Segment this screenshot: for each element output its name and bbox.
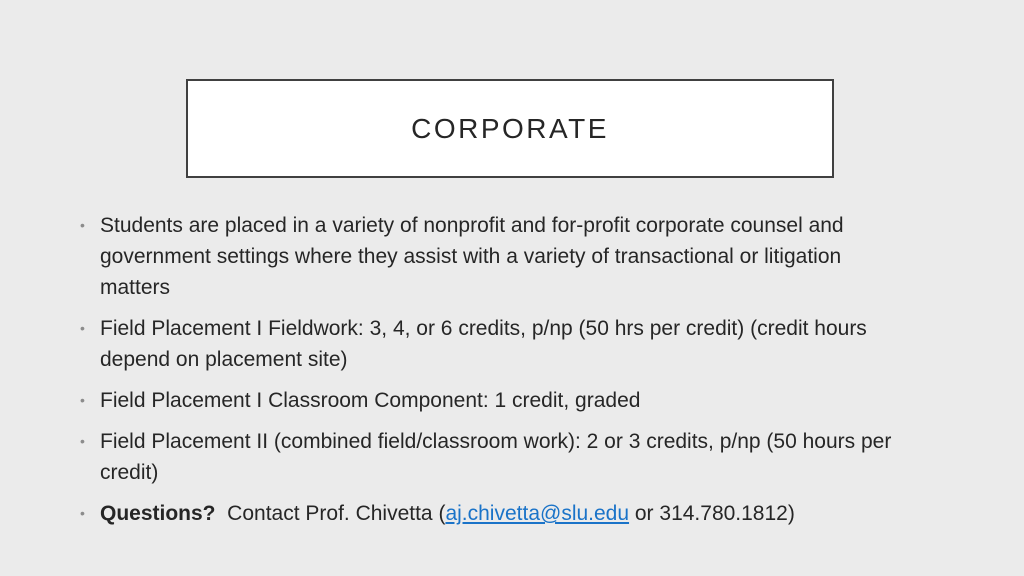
email-link[interactable]: aj.chivetta@slu.edu [445,502,630,525]
bullet-icon: • [80,320,85,336]
bullet-icon: • [80,392,85,408]
bullet-item-fieldwork [76,313,916,375]
bullet-item-classroom [76,385,916,416]
bullet-icon: • [80,505,85,521]
bullet-text: Field Placement II (combined field/classroom work): 2 or 3 credits, p/np (50 hours per credit) [100,430,892,484]
bullet-icon: • [80,433,85,449]
bullet-text: Field Placement I Fieldwork: 3, 4, or 6 credits, p/np (50 hrs per credit) (credit hours depend on placement site) [100,317,867,371]
bullet-text: Field Placement I Classroom Component: 1 credit, graded [100,389,641,412]
bullet-item-placement-ii [76,426,916,488]
contact-text: Contact Prof. Chivetta ( [215,502,446,525]
bullet-item-placement [76,210,916,303]
bullet-list [76,210,916,539]
bullet-text: Students are placed in a variety of nonprofit and for-profit corporate counsel and government settings where they assist with a variety of transactional or litigation matters [100,214,844,299]
bullet-item-questions [76,498,916,529]
bullet-icon: • [80,217,85,233]
questions-label: Questions? [100,502,216,525]
phone-text: or 314.780.1812) [629,502,795,525]
title-box [186,79,834,178]
slide-title: CORPORATE [411,112,609,144]
